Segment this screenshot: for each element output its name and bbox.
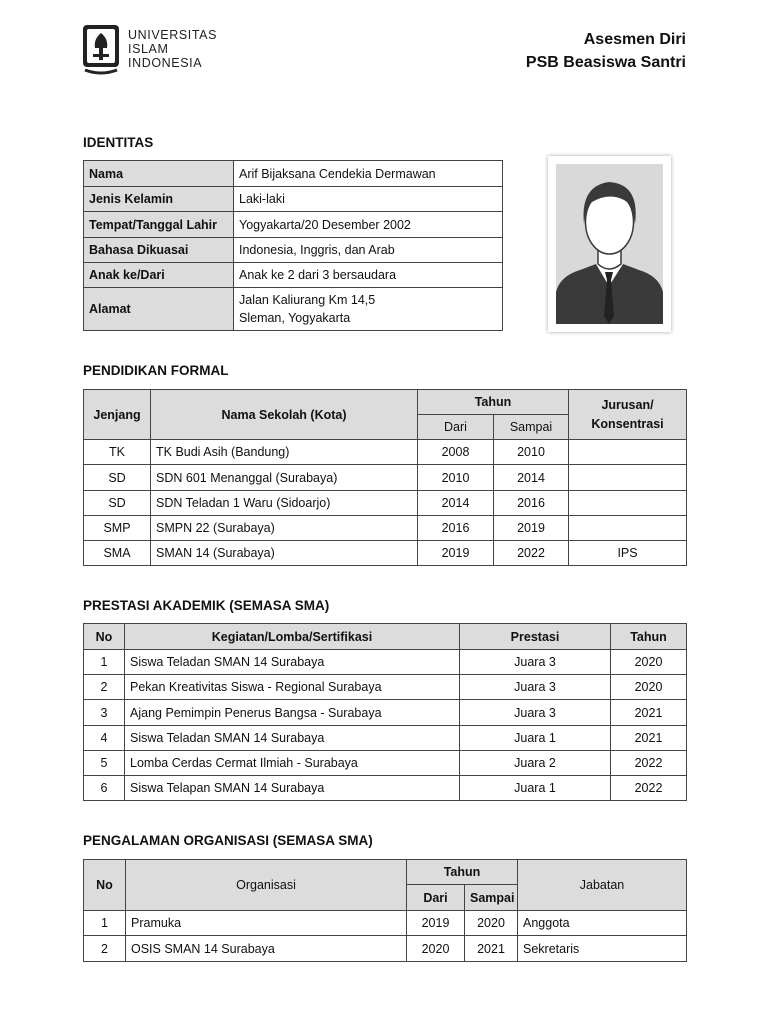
- document-title-line-2: PSB Beasiswa Santri: [525, 54, 686, 71]
- tahun-cell: 2020: [611, 650, 687, 675]
- prestasi-row: [84, 675, 687, 700]
- dari-cell: 2020: [407, 936, 465, 962]
- organisasi-table: [83, 859, 687, 962]
- header-jurusan-line-2: Konsentrasi: [591, 416, 664, 431]
- identitas-label: Alamat: [84, 288, 234, 331]
- prestasi-row: [84, 700, 687, 726]
- nama-sekolah-cell: SMPN 22 (Surabaya): [151, 516, 418, 541]
- profile-photo: [548, 156, 671, 332]
- logo-text: [128, 28, 217, 70]
- address-line-2: Sleman, Yogyakarta: [239, 311, 351, 325]
- header-tahun: Tahun: [418, 390, 569, 415]
- no-cell: 6: [84, 776, 125, 801]
- identitas-value: [234, 288, 503, 331]
- identitas-row: [84, 187, 503, 212]
- identitas-row: [84, 238, 503, 263]
- kegiatan-cell: Siswa Teladan SMAN 14 Surabaya: [125, 726, 460, 751]
- identitas-table: [83, 160, 503, 331]
- organisasi-header-row: [84, 860, 687, 885]
- organisasi-row: [84, 911, 687, 936]
- no-cell: 4: [84, 726, 125, 751]
- dari-cell: 2014: [418, 491, 494, 516]
- jurusan-cell: [569, 440, 687, 465]
- address-line-1: Jalan Kaliurang Km 14,5: [239, 293, 376, 307]
- dari-cell: 2019: [407, 911, 465, 936]
- identitas-value: Indonesia, Inggris, dan Arab: [234, 238, 503, 263]
- prestasi-cell: Juara 3: [460, 650, 611, 675]
- nama-sekolah-cell: TK Budi Asih (Bandung): [151, 440, 418, 465]
- header-prestasi: Prestasi: [460, 624, 611, 650]
- tahun-cell: 2020: [611, 675, 687, 700]
- tahun-cell: 2021: [611, 700, 687, 726]
- dari-cell: 2010: [418, 465, 494, 491]
- no-cell: 1: [84, 650, 125, 675]
- sampai-cell: 2010: [494, 440, 569, 465]
- sampai-cell: 2016: [494, 491, 569, 516]
- organisasi-cell: Pramuka: [126, 911, 407, 936]
- tahun-cell: 2022: [611, 751, 687, 776]
- pendidikan-header-row: [84, 390, 687, 415]
- header-jurusan-line-1: Jurusan/: [601, 397, 654, 412]
- organisasi-section-title: PENGALAMAN ORGANISASI (SEMASA SMA): [83, 833, 373, 848]
- sampai-cell: 2021: [465, 936, 518, 962]
- prestasi-row: [84, 751, 687, 776]
- kegiatan-cell: Siswa Telapan SMAN 14 Surabaya: [125, 776, 460, 801]
- identitas-row: [84, 263, 503, 288]
- header-no: No: [84, 624, 125, 650]
- organisasi-row: [84, 936, 687, 962]
- header-organisasi: Organisasi: [126, 860, 407, 911]
- pendidikan-table: [83, 389, 687, 566]
- kegiatan-cell: Ajang Pemimpin Penerus Bangsa - Surabaya: [125, 700, 460, 726]
- no-cell: 1: [84, 911, 126, 936]
- prestasi-row: [84, 726, 687, 751]
- identitas-row: [84, 161, 503, 187]
- nama-sekolah-cell: SDN Teladan 1 Waru (Sidoarjo): [151, 491, 418, 516]
- header-tahun: Tahun: [611, 624, 687, 650]
- header-kegiatan: Kegiatan/Lomba/Sertifikasi: [125, 624, 460, 650]
- prestasi-cell: Juara 2: [460, 751, 611, 776]
- identitas-value: Arif Bijaksana Cendekia Dermawan: [234, 161, 503, 187]
- header-sampai: Sampai: [494, 415, 569, 440]
- no-cell: 2: [84, 936, 126, 962]
- header-dari: Dari: [418, 415, 494, 440]
- header-jurusan: [569, 390, 687, 440]
- jurusan-cell: [569, 491, 687, 516]
- identitas-value: Yogyakarta/20 Desember 2002: [234, 212, 503, 238]
- pendidikan-row: [84, 541, 687, 566]
- prestasi-row: [84, 776, 687, 801]
- prestasi-cell: Juara 1: [460, 726, 611, 751]
- jenjang-cell: SMP: [84, 516, 151, 541]
- prestasi-table: [83, 623, 687, 801]
- identitas-value: Laki-laki: [234, 187, 503, 212]
- identitas-label: Jenis Kelamin: [84, 187, 234, 212]
- identitas-value: Anak ke 2 dari 3 bersaudara: [234, 263, 503, 288]
- pendidikan-row: [84, 491, 687, 516]
- jenjang-cell: SD: [84, 465, 151, 491]
- header-no: No: [84, 860, 126, 911]
- no-cell: 5: [84, 751, 125, 776]
- header-dari: Dari: [407, 885, 465, 911]
- kegiatan-cell: Siswa Teladan SMAN 14 Surabaya: [125, 650, 460, 675]
- pendidikan-row: [84, 440, 687, 465]
- identitas-label: Anak ke/Dari: [84, 263, 234, 288]
- header-jabatan: Jabatan: [518, 860, 687, 911]
- organisasi-cell: OSIS SMAN 14 Surabaya: [126, 936, 407, 962]
- document-title: [526, 28, 686, 74]
- pendidikan-section-title: PENDIDIKAN FORMAL: [83, 363, 229, 378]
- pendidikan-row: [84, 516, 687, 541]
- jabatan-cell: Sekretaris: [518, 936, 687, 962]
- prestasi-header-row: [84, 624, 687, 650]
- uii-emblem-icon: [82, 24, 120, 76]
- no-cell: 2: [84, 675, 125, 700]
- tahun-cell: 2021: [611, 726, 687, 751]
- tahun-cell: 2022: [611, 776, 687, 801]
- identitas-label: Bahasa Dikuasai: [84, 238, 234, 263]
- identitas-label: Nama: [84, 161, 234, 187]
- identitas-label: Tempat/Tanggal Lahir: [84, 212, 234, 238]
- header-jenjang: Jenjang: [84, 390, 151, 440]
- dari-cell: 2019: [418, 541, 494, 566]
- dari-cell: 2008: [418, 440, 494, 465]
- jenjang-cell: SMA: [84, 541, 151, 566]
- jenjang-cell: TK: [84, 440, 151, 465]
- no-cell: 3: [84, 700, 125, 726]
- kegiatan-cell: Pekan Kreativitas Siswa - Regional Surabaya: [125, 675, 460, 700]
- person-silhouette-icon: [556, 164, 663, 324]
- identitas-section-title: IDENTITAS: [83, 135, 154, 150]
- logo-line-2: ISLAM: [128, 42, 169, 56]
- jabatan-cell: Anggota: [518, 911, 687, 936]
- logo-line-3: INDONESIA: [128, 56, 203, 70]
- logo-line-1: UNIVERSITAS: [128, 28, 218, 42]
- prestasi-cell: Juara 1: [460, 776, 611, 801]
- identitas-row: [84, 212, 503, 238]
- nama-sekolah-cell: SDN 601 Menanggal (Surabaya): [151, 465, 418, 491]
- kegiatan-cell: Lomba Cerdas Cermat Ilmiah - Surabaya: [125, 751, 460, 776]
- university-logo: [82, 24, 242, 76]
- prestasi-row: [84, 650, 687, 675]
- sampai-cell: 2014: [494, 465, 569, 491]
- identitas-row: [84, 288, 503, 331]
- pendidikan-row: [84, 465, 687, 491]
- prestasi-cell: Juara 3: [460, 675, 611, 700]
- nama-sekolah-cell: SMAN 14 (Surabaya): [151, 541, 418, 566]
- prestasi-cell: Juara 3: [460, 700, 611, 726]
- document-title-line-1: Asesmen Diri: [583, 31, 686, 48]
- jurusan-cell: [569, 465, 687, 491]
- header-nama-sekolah: Nama Sekolah (Kota): [151, 390, 418, 440]
- sampai-cell: 2022: [494, 541, 569, 566]
- sampai-cell: 2019: [494, 516, 569, 541]
- header-tahun: Tahun: [407, 860, 518, 885]
- jurusan-cell: [569, 516, 687, 541]
- dari-cell: 2016: [418, 516, 494, 541]
- header-sampai: Sampai: [465, 885, 518, 911]
- prestasi-section-title: PRESTASI AKADEMIK (SEMASA SMA): [83, 598, 330, 613]
- jurusan-cell: IPS: [569, 541, 687, 566]
- sampai-cell: 2020: [465, 911, 518, 936]
- jenjang-cell: SD: [84, 491, 151, 516]
